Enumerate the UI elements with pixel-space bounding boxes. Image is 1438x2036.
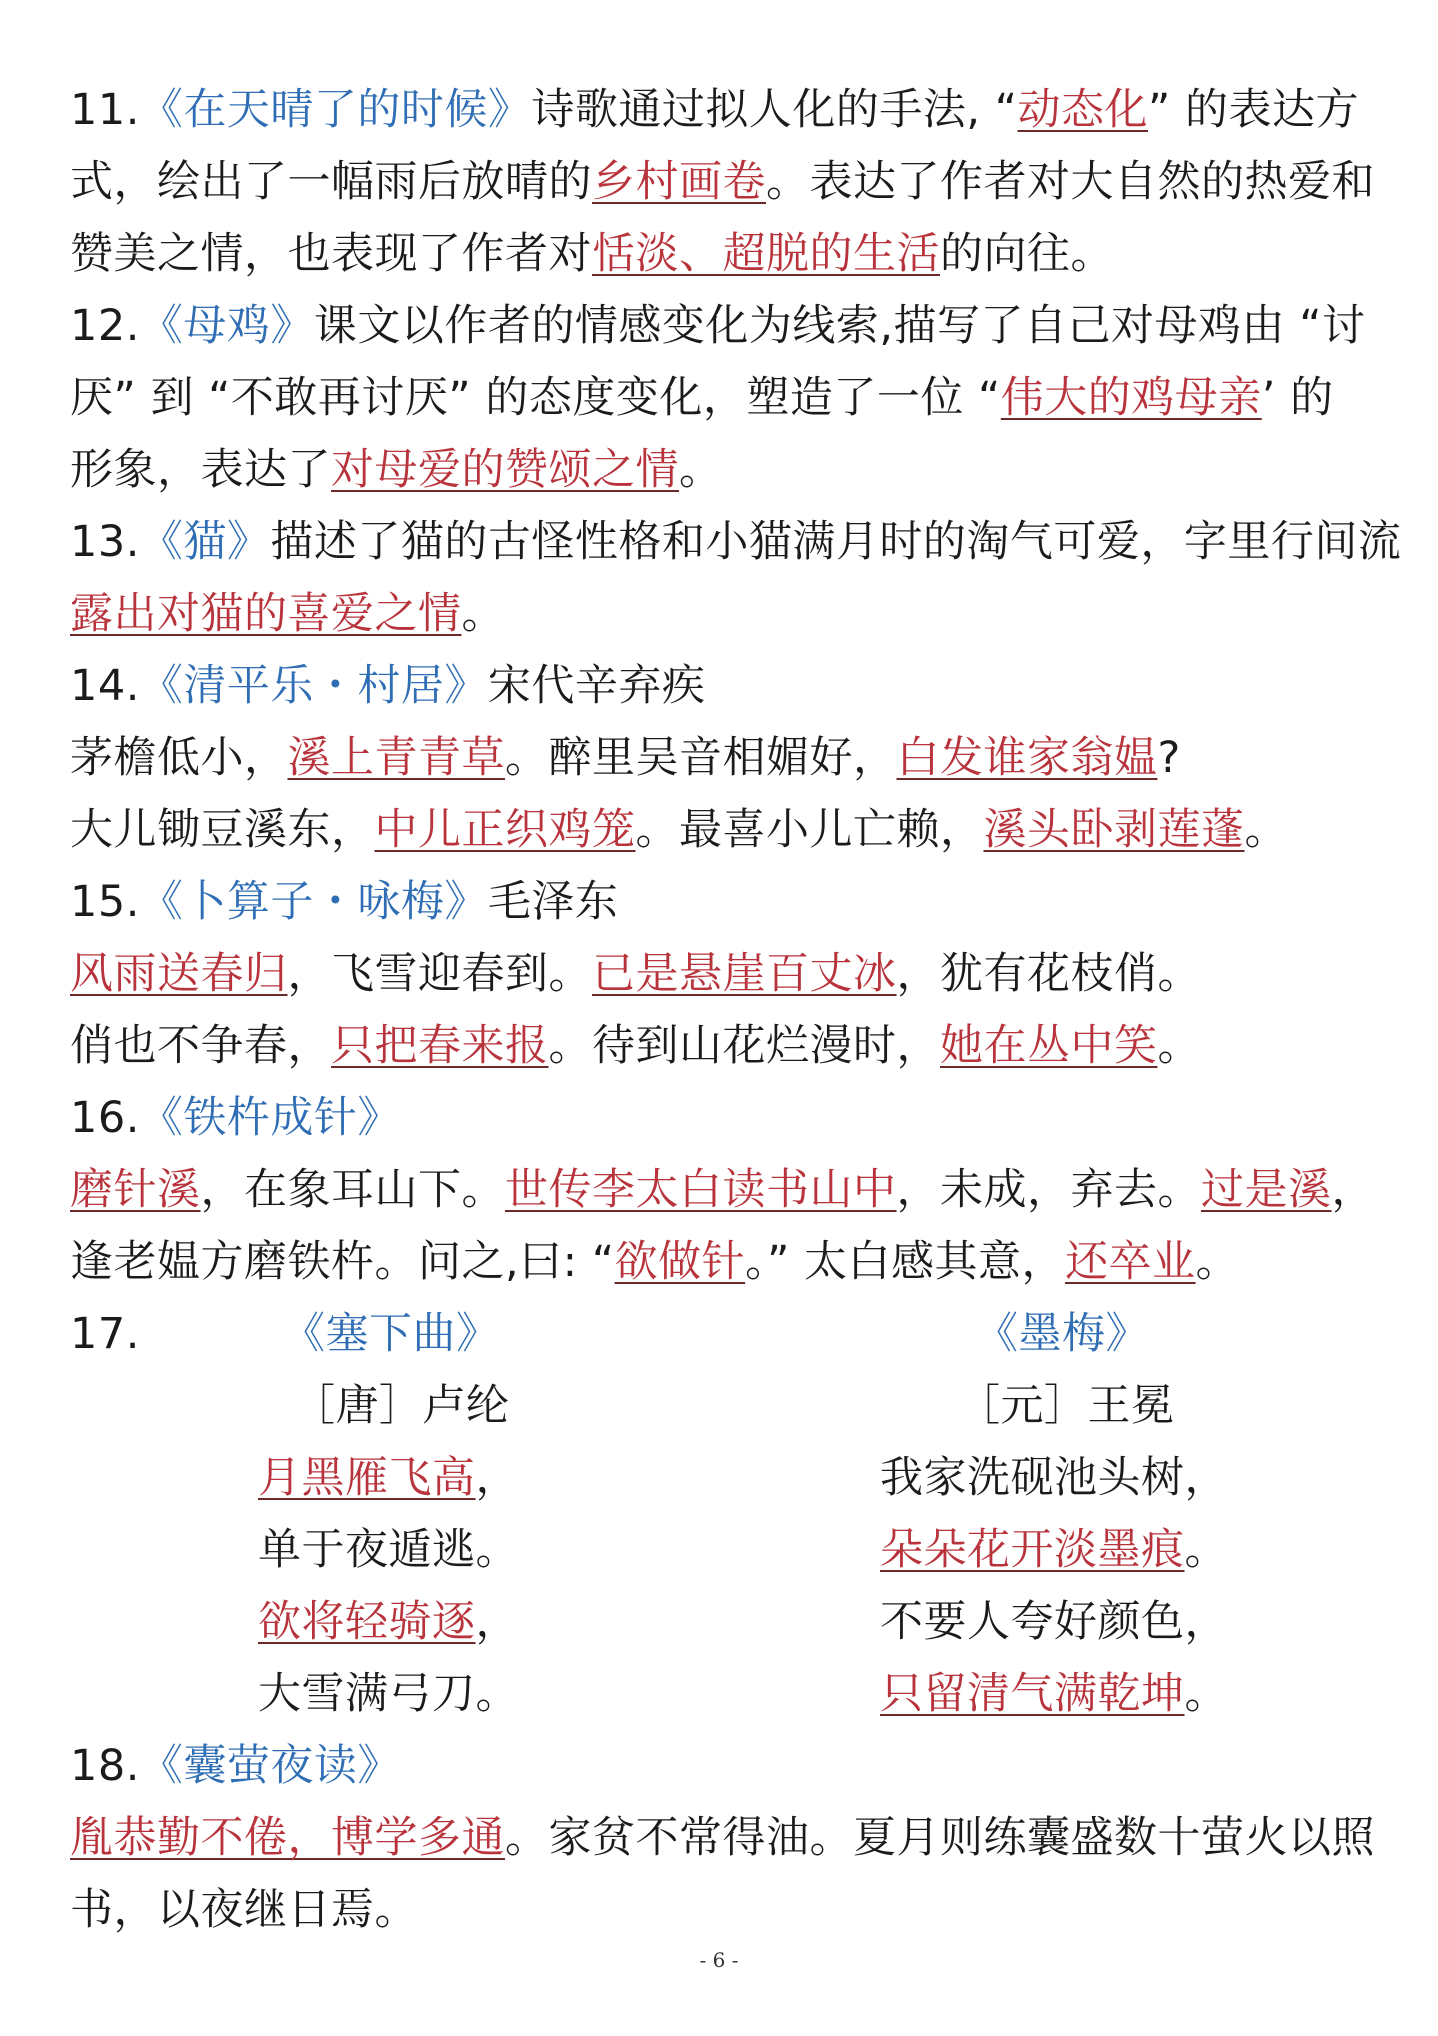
text-line <box>70 1088 401 1148</box>
body-text: 17. <box>70 1309 140 1359</box>
body-text: 。” 太白感其意， <box>745 1237 1066 1287</box>
text-line <box>880 1448 1228 1508</box>
body-text: ，飞雪迎春到。 <box>287 949 592 999</box>
answer-text: 白发谁家翁媪 <box>896 733 1158 783</box>
text-line <box>70 1808 1375 1868</box>
body-text: 。待到山花烂漫时， <box>548 1021 940 1071</box>
answer-text: 只留清气满乾坤 <box>880 1669 1185 1719</box>
body-text: ， <box>1331 1165 1375 1215</box>
answer-text: 溪上青青草 <box>287 733 505 783</box>
text-line <box>258 1448 519 1508</box>
answer-text: 溪头卧剥莲蓬 <box>983 805 1245 855</box>
text-line <box>70 800 1288 860</box>
text-line <box>258 1664 519 1724</box>
text-line <box>70 368 1334 428</box>
body-text: 18. <box>70 1741 140 1791</box>
body-text: 。 <box>1157 1021 1201 1071</box>
body-text: 逢老媪方磨铁杵。问之,曰: “ <box>70 1237 615 1287</box>
answer-text: 磨针溪 <box>70 1165 201 1215</box>
body-text: 诗歌通过拟人化的手法, “ <box>531 85 1018 135</box>
title-text: 《囊萤夜读》 <box>139 1741 401 1791</box>
answer-text: 欲做针 <box>614 1237 746 1287</box>
body-text: 大雪满弓刀。 <box>258 1669 519 1719</box>
answer-text: 露出对猫的喜爱之情 <box>70 589 462 639</box>
body-text: 。家贫不常得油。夏月则练囊盛数十萤火以照 <box>505 1813 1375 1863</box>
text-line <box>292 1376 510 1436</box>
text-line <box>70 80 1359 140</box>
body-text: 书，以夜继日焉。 <box>70 1885 418 1935</box>
answer-text: 已是悬崖百丈冰 <box>592 949 897 999</box>
body-text: 式，绘出了一幅雨后放晴的 <box>70 157 592 207</box>
body-text: 。 <box>1184 1525 1228 1575</box>
body-text: 我家洗砚池头树， <box>880 1453 1228 1503</box>
body-text: ， <box>475 1597 519 1647</box>
text-line <box>880 1592 1228 1652</box>
body-text: 。醉里吴音相媚好， <box>505 733 897 783</box>
text-line <box>70 656 705 716</box>
text-line <box>70 1880 418 1940</box>
text-line <box>880 1520 1228 1580</box>
answer-text: 胤恭勤不倦，博学多通 <box>70 1813 505 1863</box>
text-line <box>70 1160 1375 1220</box>
body-text: 大儿锄豆溪东， <box>70 805 375 855</box>
body-text: ? <box>1157 733 1181 783</box>
text-line <box>880 1664 1228 1724</box>
body-text: ［元］王冕 <box>957 1381 1175 1431</box>
title-text: 《母鸡》 <box>139 301 314 351</box>
body-text: 13. <box>70 517 140 567</box>
title-text: 《清平乐・村居》 <box>139 661 488 711</box>
body-text: 不要人夸好颜色， <box>880 1597 1228 1647</box>
title-text: 《在天晴了的时候》 <box>139 85 532 135</box>
body-text: 形象，表达了 <box>70 445 331 495</box>
body-text: 。 <box>1195 1237 1240 1287</box>
body-text: 。 <box>1184 1669 1228 1719</box>
text-line <box>975 1304 1149 1364</box>
body-text: 课文以作者的情感变化为线索,描写了自己对母鸡由 “讨 <box>313 301 1366 351</box>
body-text: 。 <box>679 445 723 495</box>
body-text: 。表达了作者对大自然的热爱和 <box>766 157 1375 207</box>
body-text: 茅檐低小， <box>70 733 288 783</box>
body-text: ，犹有花枝俏。 <box>896 949 1201 999</box>
answer-text: 朵朵花开淡墨痕 <box>880 1525 1185 1575</box>
text-line <box>70 584 505 644</box>
text-line <box>258 1520 519 1580</box>
answer-text: 还卒业 <box>1065 1237 1196 1287</box>
answer-text: 动态化 <box>1017 85 1149 135</box>
answer-text: 恬淡、超脱的生活 <box>592 229 940 279</box>
body-text: 俏也不争春， <box>70 1021 331 1071</box>
body-text: 12. <box>70 301 140 351</box>
answer-text: 只把春来报 <box>331 1021 549 1071</box>
answer-text: 过是溪 <box>1201 1165 1332 1215</box>
answer-text: 月黑雁飞高 <box>258 1453 476 1503</box>
body-text: 描述了猫的古怪性格和小猫满月时的淘气可爱，字里行间流 <box>270 517 1402 567</box>
text-line <box>70 1232 1239 1292</box>
body-text: 16. <box>70 1093 140 1143</box>
body-text: ［唐］卢纶 <box>292 1381 510 1431</box>
text-line <box>70 1736 401 1796</box>
title-text: 《铁杵成针》 <box>139 1093 401 1143</box>
text-line <box>70 872 618 932</box>
text-line <box>258 1592 519 1652</box>
body-text: 宋代辛弃疾 <box>487 661 706 711</box>
body-text: 15. <box>70 877 140 927</box>
body-text: 的向往。 <box>940 229 1114 279</box>
text-line <box>70 728 1181 788</box>
text-line <box>70 512 1401 572</box>
body-text: 11. <box>70 85 140 135</box>
answer-text: 欲将轻骑逐 <box>258 1597 476 1647</box>
body-text: 单于夜遁逃。 <box>258 1525 519 1575</box>
body-text: ” 的表达方 <box>1148 85 1359 135</box>
page-number: - 6 - <box>699 1948 739 1972</box>
title-text: 《猫》 <box>139 517 271 567</box>
text-line <box>70 440 723 500</box>
text-line <box>70 224 1114 284</box>
title-text: 《卜算子・咏梅》 <box>139 877 488 927</box>
answer-text: 乡村画卷 <box>592 157 766 207</box>
answer-text: 风雨送春归 <box>70 949 288 999</box>
answer-text: 伟大的鸡母亲 <box>1000 373 1262 423</box>
body-text: 。 <box>461 589 505 639</box>
body-text: 。最喜小儿亡赖， <box>635 805 984 855</box>
body-text: ，在象耳山下。 <box>200 1165 505 1215</box>
answer-text: 世传李太白读书山中 <box>505 1165 897 1215</box>
body-text: 毛泽东 <box>487 877 619 927</box>
answer-text: 中儿正织鸡笼 <box>374 805 636 855</box>
text-line <box>70 152 1375 212</box>
body-text: 14. <box>70 661 140 711</box>
text-line <box>70 944 1201 1004</box>
text-line <box>282 1304 500 1364</box>
title-text: 《墨梅》 <box>975 1309 1149 1359</box>
body-text: ， <box>475 1453 519 1503</box>
body-text: 。 <box>1244 805 1288 855</box>
title-text: 《塞下曲》 <box>282 1309 500 1359</box>
text-line <box>70 296 1366 356</box>
body-text: 赞美之情，也表现了作者对 <box>70 229 592 279</box>
text-line <box>957 1376 1175 1436</box>
answer-text: 对母爱的赞颂之情 <box>331 445 679 495</box>
answer-text: 她在丛中笑 <box>940 1021 1158 1071</box>
text-line <box>70 1304 140 1364</box>
text-line <box>70 1016 1201 1076</box>
body-text: ’ 的 <box>1261 373 1334 423</box>
body-text: ，未成，弃去。 <box>896 1165 1201 1215</box>
body-text: 厌” 到 “不敢再讨厌” 的态度变化，塑造了一位 “ <box>70 373 1001 423</box>
